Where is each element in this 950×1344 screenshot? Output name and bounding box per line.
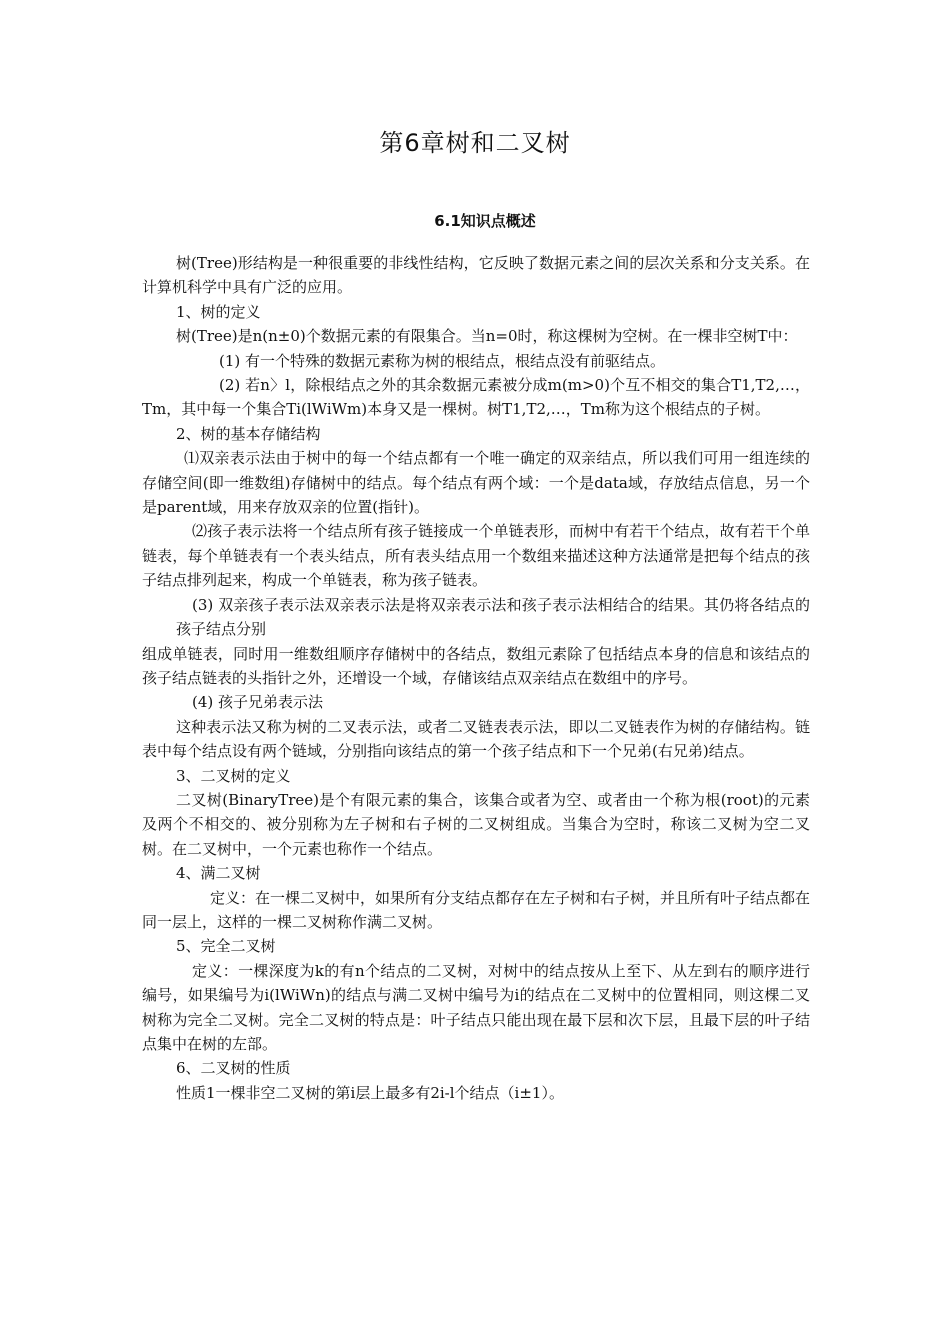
heading-child-sibling: (4) 孩子兄弟表示法	[192, 693, 324, 712]
paragraph-parent-child-continued: 组成单链表，同时用一维数组顺序存储树中的各结点，数组元素除了包括结点本身的信息和该结点的孩子结点链表的头指针之外，还增设一个域，存储该结点双亲结点在数组中的序号。	[142, 644, 810, 687]
list-item-subtrees: (2) 若n〉l，除根结点之外的其余数据元素被分成m(m>0)个互不相交的集合T1,T2,…，Tm，其中每一个集合Ti(lWiWm)本身又是一棵树。树T1,T2,…，Tm称为这个根结点的子树。	[142, 376, 810, 419]
chapter-title: 第6章树和二叉树	[379, 129, 571, 157]
paragraph-parent-child-representation: (3) 双亲孩子表示法双亲表示法是将双亲表示法和孩子表示法相结合的结果。其仍将各结点的孩子结点分别	[176, 595, 810, 639]
paragraph-parent-representation: ⑴双亲表示法由于树中的每一个结点都有一个唯一确定的双亲结点，所以我们可用一组连续的存储空间(即一维数组)存储树中的结点。每个结点有两个域：一个是data域，存放结点信息，另一个是parent域，用来存放双亲的位置(指针)。	[142, 449, 810, 517]
heading-binary-tree-definition: 3、二叉树的定义	[176, 766, 291, 785]
heading-tree-definition: 1、树的定义	[176, 302, 261, 321]
paragraph-tree-definition: 树(Tree)是n(n±0)个数据元素的有限集合。当n=0时，称这棵树为空树。在一棵非空树T中：	[176, 327, 798, 346]
paragraph-property-1: 性质1一棵非空二叉树的第i层上最多有2i-l个结点（i±1）。	[176, 1083, 564, 1102]
heading-storage-structure: 2、树的基本存储结构	[176, 424, 321, 443]
body-text	[142, 251, 810, 1105]
paragraph-full-binary-tree: 定义：在一棵二叉树中，如果所有分支结点都存在左子树和右子树，并且所有叶子结点都在同一层上，这样的一棵二叉树称作满二叉树。	[142, 888, 811, 931]
paragraph-child-representation: ⑵孩子表示法将一个结点所有孩子链接成一个单链表形，而树中有若干个结点，故有若干个单链表，每个单链表有一个表头结点，所有表头结点用一个数组来描述这种方法通常是把每个结点的孩子结点排列起来，构成一个单链表，称为孩子链表。	[142, 522, 810, 590]
paragraph-intro: 树(Tree)形结构是一种很重要的非线性结构，它反映了数据元素之间的层次关系和分支关系。在计算机科学中具有广泛的应用。	[142, 254, 810, 297]
heading-full-binary-tree: 4、满二叉树	[176, 864, 261, 883]
section-title: 6.1知识点概述	[434, 212, 536, 230]
paragraph-binary-tree-definition: 二叉树(BinaryTree)是个有限元素的集合，该集合或者为空、或者由一个称为根(root)的元素及两个不相交的、被分别称为左子树和右子树的二叉树组成。当集合为空时，称该二叉树为空二叉树。在二叉树中，一个元素也称作一个结点。	[142, 790, 810, 858]
list-item-root-node: (1) 有一个特殊的数据元素称为树的根结点，根结点没有前驱结点。	[219, 351, 666, 370]
heading-complete-binary-tree: 5、完全二叉树	[176, 937, 276, 956]
paragraph-complete-binary-tree: 定义：一棵深度为k的有n个结点的二叉树，对树中的结点按从上至下、从左到右的顺序进行编号，如果编号为i(lWiWn)的结点与满二叉树中编号为i的结点在二叉树中的位置相同，则这棵二叉树称为完全二叉树。完全二叉树的特点是：叶子结点只能出现在最下层和次下层，且最下层的叶子结点集中在树的左部。	[142, 961, 810, 1053]
heading-binary-tree-properties: 6、二叉树的性质	[176, 1059, 291, 1078]
paragraph-child-sibling: 这种表示法又称为树的二叉表示法，或者二叉链表表示法，即以二叉链表作为树的存储结构。链表中每个结点设有两个链域，分别指向该结点的第一个孩子结点和下一个兄弟(右兄弟)结点。	[142, 717, 810, 761]
